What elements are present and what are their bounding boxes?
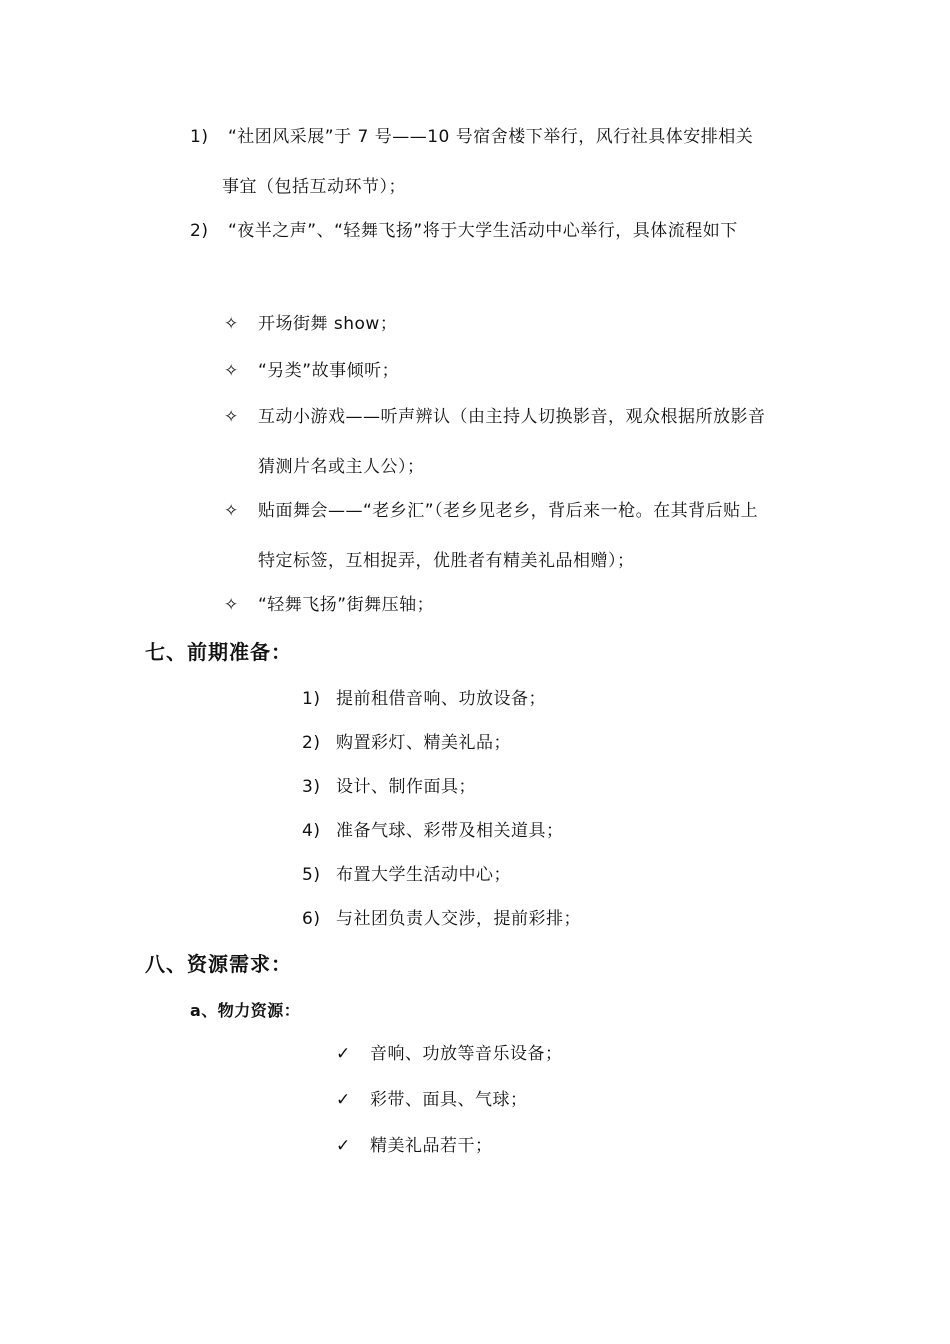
list-number: 1): [302, 689, 321, 709]
sparkle-bullet-icon: ✧: [224, 314, 239, 334]
flow-item: 互动小游戏——听声辨认（由主持人切换影音，观众根据所放影音: [258, 407, 766, 427]
flow-item-continued: 猜测片名或主人公）；: [258, 457, 425, 477]
list-number: 2): [190, 221, 209, 241]
resource-item: 彩带、面具、气球；: [370, 1090, 528, 1110]
sub-heading: a、物力资源：: [190, 1001, 301, 1020]
list-number: 1): [190, 127, 209, 147]
sparkle-bullet-icon: ✧: [224, 361, 239, 381]
section-heading: 七、前期准备：: [145, 640, 292, 664]
list-number: 6): [302, 909, 321, 929]
resource-item: 精美礼品若干；: [370, 1136, 493, 1156]
list-number: 3): [302, 777, 321, 797]
list-number: 4): [302, 821, 321, 841]
sparkle-bullet-icon: ✧: [224, 501, 239, 521]
list-item-text-continued: 事宜（包括互动环节）；: [222, 177, 406, 197]
list-number: 2): [302, 733, 321, 753]
flow-item-continued: 特定标签，互相捉弄，优胜者有精美礼品相赠）；: [258, 551, 635, 571]
prep-item: 提前租借音响、功放设备；: [336, 689, 546, 709]
checkmark-icon: ✓: [336, 1136, 351, 1156]
prep-item: 与社团负责人交涉，提前彩排；: [336, 909, 581, 929]
prep-item: 布置大学生活动中心；: [336, 865, 511, 885]
flow-item: 贴面舞会——“老乡汇”（老乡见老乡，背后来一枪。在其背后贴上: [258, 501, 759, 521]
prep-item: 准备气球、彩带及相关道具；: [336, 821, 564, 841]
sparkle-bullet-icon: ✧: [224, 595, 239, 615]
flow-item: “另类”故事倾听；: [258, 361, 400, 381]
checkmark-icon: ✓: [336, 1090, 351, 1110]
section-heading: 八、资源需求：: [145, 952, 292, 976]
checkmark-icon: ✓: [336, 1044, 351, 1064]
flow-item: “轻舞飞扬”街舞压轴；: [258, 595, 435, 615]
list-item-text: “夜半之声”、“轻舞飞扬”将于大学生活动中心举行，具体流程如下: [228, 221, 738, 241]
sparkle-bullet-icon: ✧: [224, 407, 239, 427]
prep-item: 购置彩灯、精美礼品；: [336, 733, 511, 753]
list-item-text: “社团风采展”于 7 号——10 号宿舍楼下举行，风行社具体安排相关: [228, 127, 754, 147]
flow-item: 开场街舞 show；: [258, 314, 398, 334]
list-number: 5): [302, 865, 321, 885]
resource-item: 音响、功放等音乐设备；: [370, 1044, 563, 1064]
prep-item: 设计、制作面具；: [336, 777, 476, 797]
